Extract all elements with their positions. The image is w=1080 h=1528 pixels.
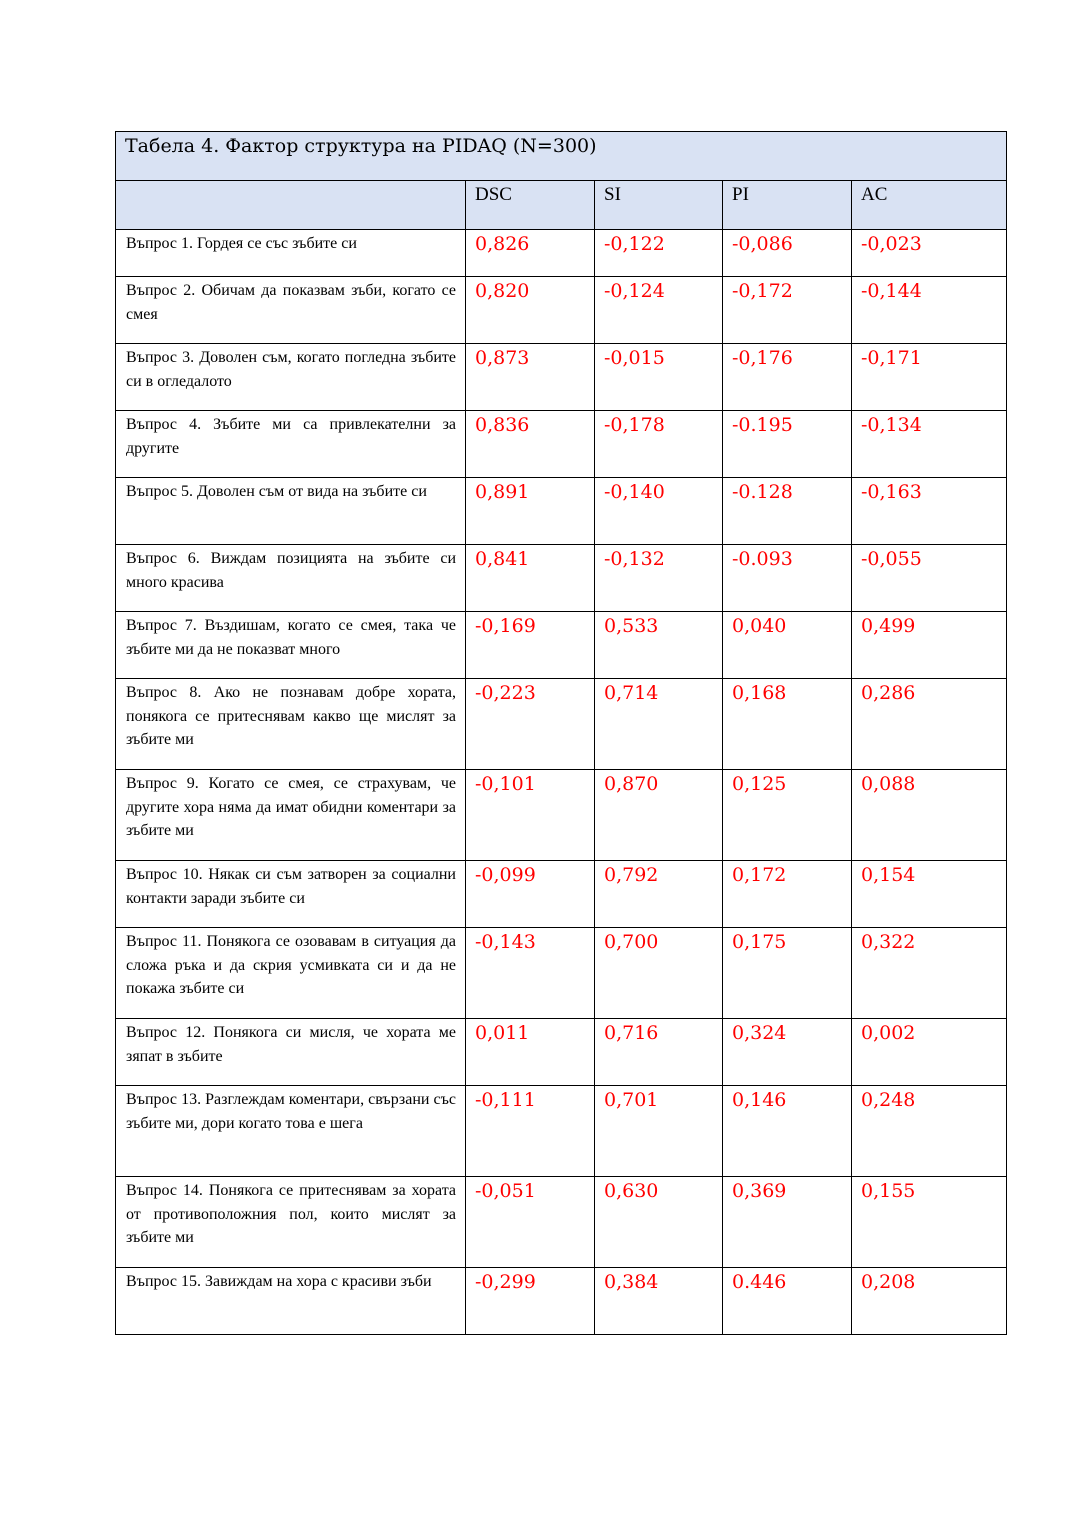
question-text: Въпрос 11. Понякога се озовавам в ситуация да сложа ръка и да скрия усмивката си и да не покажа зъбите си: [116, 928, 466, 1019]
question-text: Въпрос 6. Виждам позицията на зъбите си много красива: [116, 545, 466, 612]
loading-value-dsc: 0,873: [466, 344, 595, 411]
loading-value-pi: 0,175: [723, 928, 852, 1019]
loading-value-si: 0,700: [595, 928, 723, 1019]
caption-row: [116, 132, 1007, 181]
loading-value-dsc: 0,841: [466, 545, 595, 612]
loading-value-ac: 0,155: [852, 1177, 1007, 1268]
table-row: [116, 1268, 1007, 1335]
table-row: [116, 928, 1007, 1019]
loading-value-si: 0,533: [595, 612, 723, 679]
loading-value-pi: -0.195: [723, 411, 852, 478]
loading-value-ac: 0,002: [852, 1019, 1007, 1086]
table-row: [116, 1019, 1007, 1086]
question-text: Въпрос 10. Някак си съм затворен за социални контакти заради зъбите си: [116, 861, 466, 928]
header-si: SI: [595, 181, 723, 230]
loading-value-ac: -0,023: [852, 230, 1007, 277]
header-pi: PI: [723, 181, 852, 230]
question-text: Въпрос 15. Завиждам на хора с красиви зъби: [116, 1268, 466, 1335]
question-text: Въпрос 8. Ако не познавам добре хората, понякога се притеснявам какво ще мислят за зъбите ми: [116, 679, 466, 770]
loading-value-pi: 0,172: [723, 861, 852, 928]
loading-value-pi: 0,324: [723, 1019, 852, 1086]
loading-value-si: -0,122: [595, 230, 723, 277]
table-row: [116, 344, 1007, 411]
loading-value-dsc: -0,101: [466, 770, 595, 861]
loading-value-pi: 0,369: [723, 1177, 852, 1268]
table-row: [116, 411, 1007, 478]
loading-value-pi: 0,146: [723, 1086, 852, 1177]
table-row: [116, 545, 1007, 612]
loading-value-pi: -0,176: [723, 344, 852, 411]
loading-value-ac: 0,208: [852, 1268, 1007, 1335]
loading-value-dsc: -0,111: [466, 1086, 595, 1177]
loading-value-pi: 0,040: [723, 612, 852, 679]
loading-value-ac: 0,154: [852, 861, 1007, 928]
table-row: [116, 277, 1007, 344]
question-text: Въпрос 13. Разглеждам коментари, свързани със зъбите ми, дори когато това е шега: [116, 1086, 466, 1177]
loading-value-dsc: -0,299: [466, 1268, 595, 1335]
header-blank-cell: [116, 181, 466, 230]
loading-value-ac: 0,286: [852, 679, 1007, 770]
question-text: Въпрос 14. Понякога се притеснявам за хората от противоположния пол, които мислят за зъбите ми: [116, 1177, 466, 1268]
loading-value-si: 0,792: [595, 861, 723, 928]
loading-value-ac: 0,248: [852, 1086, 1007, 1177]
question-text: Въпрос 5. Доволен съм от вида на зъбите си: [116, 478, 466, 545]
question-text: Въпрос 4. Зъбите ми са привлекателни за другите: [116, 411, 466, 478]
loading-value-dsc: 0,011: [466, 1019, 595, 1086]
loading-value-dsc: 0,891: [466, 478, 595, 545]
loading-value-si: -0,132: [595, 545, 723, 612]
table-row: [116, 1086, 1007, 1177]
loading-value-si: -0,140: [595, 478, 723, 545]
question-text: Въпрос 2. Обичам да показвам зъби, когато се смея: [116, 277, 466, 344]
table-row: [116, 770, 1007, 861]
table-row: [116, 230, 1007, 277]
header-dsc: DSC: [466, 181, 595, 230]
loading-value-si: 0,630: [595, 1177, 723, 1268]
loading-value-pi: 0.446: [723, 1268, 852, 1335]
loading-value-dsc: 0,826: [466, 230, 595, 277]
loading-value-si: 0,714: [595, 679, 723, 770]
loading-value-dsc: -0,051: [466, 1177, 595, 1268]
header-row: [116, 181, 1007, 230]
loading-value-si: -0,015: [595, 344, 723, 411]
loading-value-ac: -0,163: [852, 478, 1007, 545]
table-row: [116, 679, 1007, 770]
loading-value-pi: -0,172: [723, 277, 852, 344]
loading-value-ac: -0,055: [852, 545, 1007, 612]
table-caption: Табела 4. Фактор структура на PIDAQ (N=300): [116, 132, 1007, 181]
loading-value-si: 0,701: [595, 1086, 723, 1177]
loading-value-dsc: -0,143: [466, 928, 595, 1019]
loading-value-dsc: -0,169: [466, 612, 595, 679]
loading-value-si: -0,178: [595, 411, 723, 478]
loading-value-ac: -0,144: [852, 277, 1007, 344]
question-text: Въпрос 7. Въздишам, когато се смея, така че зъбите ми да не показват много: [116, 612, 466, 679]
loading-value-dsc: -0,099: [466, 861, 595, 928]
table-row: [116, 1177, 1007, 1268]
loading-value-dsc: 0,836: [466, 411, 595, 478]
loading-value-pi: -0,086: [723, 230, 852, 277]
question-text: Въпрос 12. Понякога си мисля, че хората ме зяпат в зъбите: [116, 1019, 466, 1086]
question-text: Въпрос 1. Гордея се със зъбите си: [116, 230, 466, 277]
loading-value-si: 0,384: [595, 1268, 723, 1335]
loading-value-ac: -0,134: [852, 411, 1007, 478]
table-row: [116, 478, 1007, 545]
loading-value-ac: 0,322: [852, 928, 1007, 1019]
factor-structure-table: [115, 131, 1007, 1335]
loading-value-dsc: 0,820: [466, 277, 595, 344]
loading-value-ac: 0,088: [852, 770, 1007, 861]
table-row: [116, 861, 1007, 928]
loading-value-si: 0,716: [595, 1019, 723, 1086]
question-text: Въпрос 9. Когато се смея, се страхувам, че другите хора няма да имат обидни коментари за зъбите ми: [116, 770, 466, 861]
question-text: Въпрос 3. Доволен съм, когато погледна зъбите си в огледалото: [116, 344, 466, 411]
loading-value-pi: -0.128: [723, 478, 852, 545]
loading-value-ac: -0,171: [852, 344, 1007, 411]
loading-value-dsc: -0,223: [466, 679, 595, 770]
loading-value-pi: 0,168: [723, 679, 852, 770]
loading-value-si: 0,870: [595, 770, 723, 861]
loading-value-ac: 0,499: [852, 612, 1007, 679]
header-ac: AC: [852, 181, 1007, 230]
loading-value-si: -0,124: [595, 277, 723, 344]
table-row: [116, 612, 1007, 679]
loading-value-pi: -0.093: [723, 545, 852, 612]
loading-value-pi: 0,125: [723, 770, 852, 861]
